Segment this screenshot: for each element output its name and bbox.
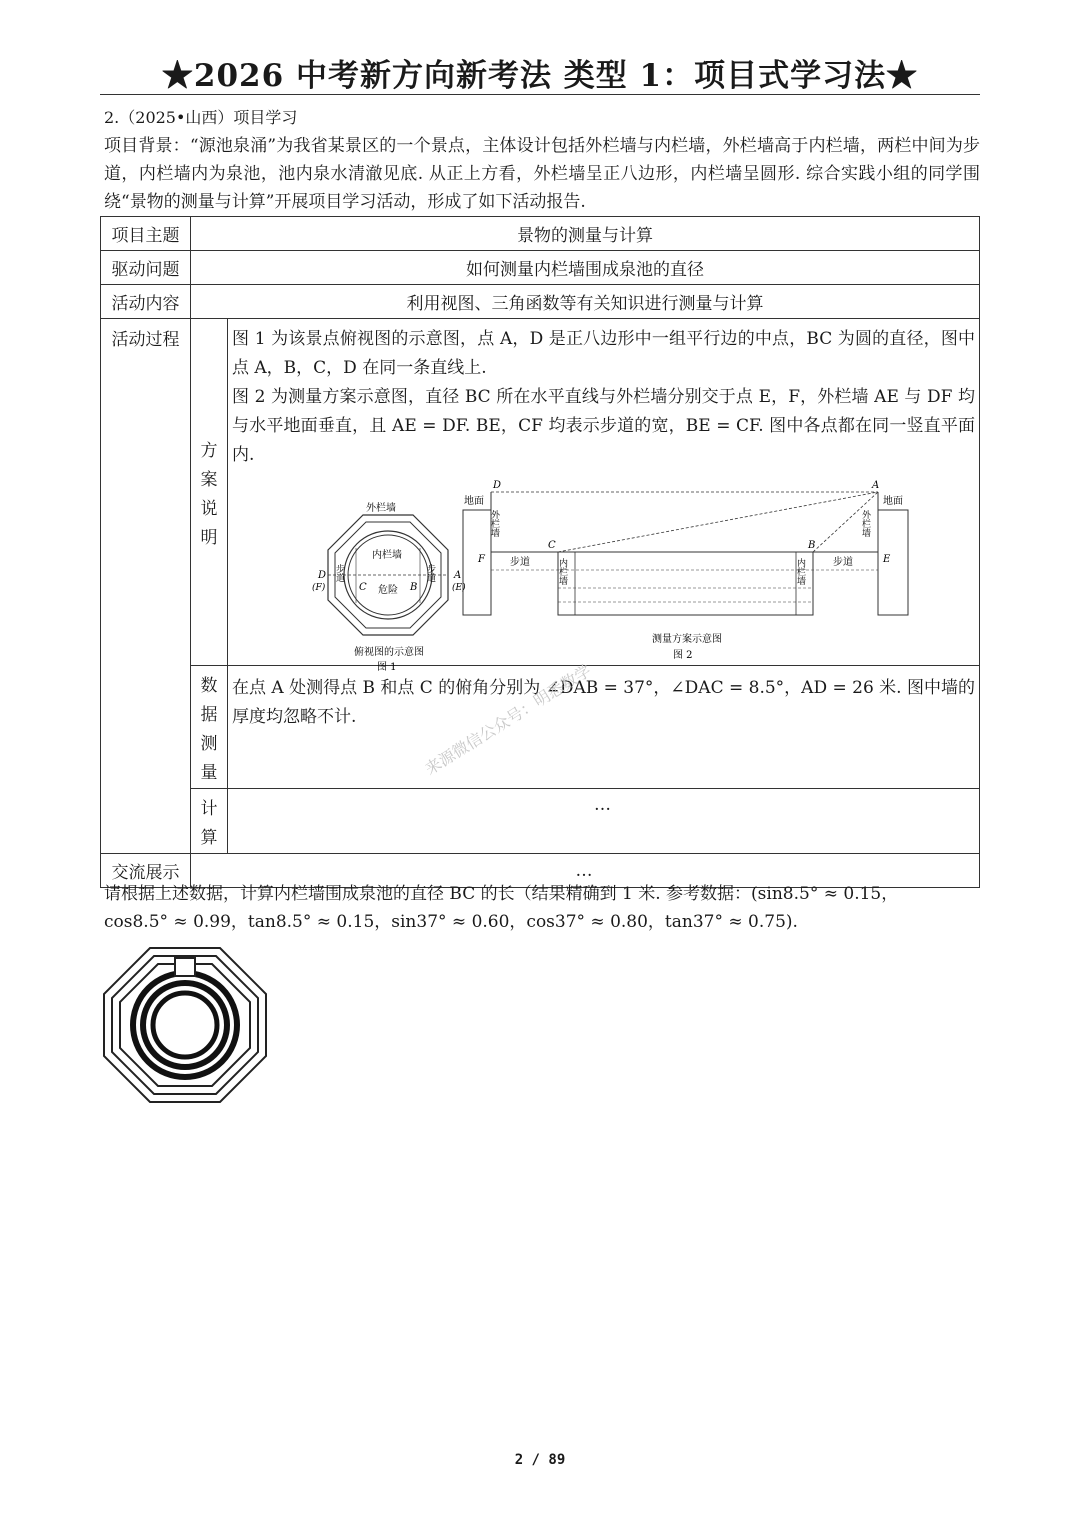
fig1-point-d: D xyxy=(318,570,327,581)
calc-value: … xyxy=(228,789,980,854)
show-value: … xyxy=(191,854,980,888)
figure-2-measurement-plan xyxy=(458,470,928,665)
fig2-point-f: F xyxy=(478,554,485,565)
fig1-point-b: B xyxy=(410,582,418,593)
fig1-point-a: A xyxy=(454,570,462,581)
fig2-ground-right: 地面 xyxy=(883,496,903,507)
question-prompt-line-2: cos8.5° ≈ 0.99，tan8.5° ≈ 0.15，sin37° ≈ 0.60，cos37° ≈ 0.80，tan37° ≈ 0.75). xyxy=(104,912,798,932)
question-prompt xyxy=(104,880,980,936)
fig1-number: 图 1 xyxy=(377,662,397,673)
plan-text-2: 图 2 为测量方案示意图，直径 BC 所在水平直线与外栏墙分别交于点 E，F，外栏墙 AE 与 DF 均与水平地面垂直，且 AE = DF. BE，CF 均表示步道的宽，BE = CF. 图中各点都在同一竖直平面内. xyxy=(232,387,975,465)
label-data: 数据测量 xyxy=(191,666,228,789)
fig2-ground-left: 地面 xyxy=(464,496,484,507)
fig1-outer-wall-label: 外栏墙 xyxy=(366,503,396,514)
fig2-point-c: C xyxy=(548,540,556,551)
page-number: 2 / 89 xyxy=(514,1452,566,1468)
fig1-point-f: (F) xyxy=(312,583,326,593)
row-driving-question xyxy=(101,251,980,285)
plan-text-1: 图 1 为该景点俯视图的示意图，点 A，D 是正八边形中一组平行边的中点，BC 为圆的直径，图中点 A，B，C，D 在同一条直线上. xyxy=(232,329,975,378)
fig2-path-left: 步道 xyxy=(510,557,530,568)
fig1-point-e: (E) xyxy=(452,583,466,593)
label-plan: 方案说明 xyxy=(191,319,228,666)
header-divider xyxy=(100,94,980,95)
value-driving-question: 如何测量内栏墙围成泉池的直径 xyxy=(191,251,980,285)
fig2-outer-wall-left: 外栏墙 xyxy=(489,510,499,537)
data-text: 在点 A 处测得点 B 和点 C 的俯角分别为 ∠DAB = 37°，∠DAC = 8.5°，AD = 26 米. 图中墙的厚度均忽略不计. xyxy=(232,678,975,727)
question-number: 2.（2025•山西）项目学习 xyxy=(104,108,298,127)
fig2-point-d: D xyxy=(493,480,502,491)
fig2-number: 图 2 xyxy=(673,650,693,661)
fig1-danger-label: 危险 xyxy=(378,585,398,596)
label-driving-question: 驱动问题 xyxy=(101,251,191,285)
question-prompt-line-1: 请根据上述数据，计算内栏墙围成泉池的直径 BC 的长（结果精确到 1 米. 参考数据：(sin8.5° ≈ 0.15， xyxy=(104,884,899,904)
fig2-outer-wall-right: 外栏墙 xyxy=(860,510,870,537)
fig1-path-left: 步道 xyxy=(334,564,344,582)
value-topic: 景物的测量与计算 xyxy=(191,217,980,251)
fountain-octagon-image xyxy=(100,944,270,1104)
fig2-path-right: 步道 xyxy=(833,557,853,568)
fig2-point-b: B xyxy=(808,540,816,551)
fig2-inner-wall-right: 内栏墙 xyxy=(795,558,805,585)
watermark: 来源微信公众号：明悉数学 xyxy=(421,660,595,779)
fig2-caption: 测量方案示意图 xyxy=(652,634,722,645)
fig2-point-a: A xyxy=(872,480,880,491)
page-title: ★2026 中考新方向新考法 类型 1：项目式学习法★ xyxy=(161,58,919,94)
fig1-point-c: C xyxy=(359,582,367,593)
label-calc: 计算 xyxy=(191,789,228,854)
row-topic xyxy=(101,217,980,251)
fig1-caption: 俯视图的示意图 xyxy=(354,647,424,658)
activity-report-table xyxy=(100,216,980,888)
row-content xyxy=(101,285,980,319)
fig1-inner-wall-label: 内栏墙 xyxy=(372,550,402,561)
value-content: 利用视图、三角函数等有关知识进行测量与计算 xyxy=(191,285,980,319)
plan-cell xyxy=(228,319,980,673)
label-topic: 项目主题 xyxy=(101,217,191,251)
fig2-inner-wall-left: 内栏墙 xyxy=(557,558,567,585)
label-show: 交流展示 xyxy=(101,854,191,888)
question-background: 项目背景：“源池泉涌”为我省某景区的一个景点，主体设计包括外栏墙与内栏墙，外栏墙高于内栏墙，两栏中间为步道，内栏墙内为泉池，池内泉水清澈见底. 从正上方看，外栏墙呈正八边形，内栏墙呈圆形. 综合实践小组的同学围绕“景物的测量与计算”开展项目学习活动，形成了如下活动报告. xyxy=(104,136,980,212)
fig1-path-right: 步道 xyxy=(425,564,435,582)
data-cell xyxy=(228,666,980,789)
label-process: 活动过程 xyxy=(101,319,191,854)
label-content: 活动内容 xyxy=(101,285,191,319)
figures xyxy=(228,470,979,673)
fig2-point-e: E xyxy=(883,554,891,565)
row-calc xyxy=(101,789,980,854)
row-plan xyxy=(101,319,980,666)
